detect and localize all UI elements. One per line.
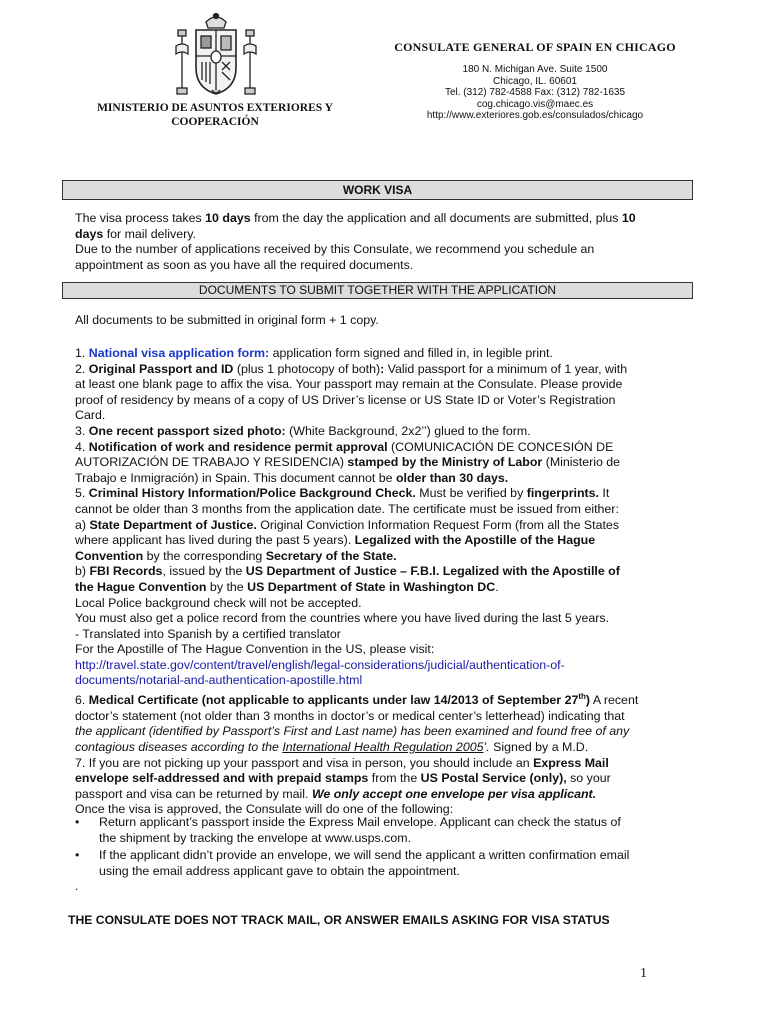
city: Chicago, IL. 60601	[493, 75, 577, 87]
address: 180 N. Michigan Ave. Suite 1500	[462, 64, 608, 75]
item-6: 6. Medical Certificate (not applicable to applicants under law 14/2013 of September 27th) A recent	[75, 692, 639, 708]
item-3: 3. One recent passport sized photo: (White Background, 2x2’’) glued to the form.	[75, 423, 531, 438]
item-7: 7. If you are not picking up your passport and visa in person, you should include an Express Mail	[75, 755, 609, 770]
ministry-line-1: MINISTERIO DE ASUNTOS EXTERIORES Y	[97, 102, 333, 114]
page-number: 1	[640, 966, 647, 981]
stray-dot: .	[75, 879, 79, 893]
bullet-item-2: • If the applicant didn’t provide an envelope, we will send the applicant a written confirmation email using the email address applicant gave to obtain the appointment.	[75, 848, 630, 878]
ministry-name	[90, 101, 340, 129]
apostille-link-line-1[interactable]: http://travel.state.gov/content/travel/english/legal-considerations/judicial/authentication-of-	[75, 657, 565, 672]
item-1: 1. National visa application form: application form signed and filled in, in legible print.	[75, 346, 553, 360]
requirements-list: 1. National visa application form: application form signed and filled in, in legible print. 2. Original Passport and ID (plus 1 photocopy of both): Valid passport for a minimum of 1 year, with at least one blank page to affix the visa. Your passport may remain at the Consulate. Please provide proof of residency by means of a copy of US Driver’s license or US State ID or Voter’s Registration Card. 3. One recent passport sized photo: (White Background, 2x2’’) glued to the form. 4. Notification of work and residence permit approval (COMUNICACIÓN DE CONCESIÓN DE AUTORIZACIÓN DE TRABAJO Y RESIDENCIA) stamped by the Ministry of Labor (Ministerio de Trabajo e Inmigración) in Spain. This document cannot be older than 30 days. 5. Criminal History Information/Police Background Check. Must be verified by fingerprints. It cannot be older than 3 months from the application date. The certificate must be issued from either: a) State Department of Justice. Original Conviction Information Request Form (from all the States where applicant has lived during the past 5 years). Legalized with the Apostille of the Hague Convention by the corresponding Secretary of the State. b) FBI Records, issued by the US Department of Justice – F.B.I. Legalized with the Apostille of the Hague Convention by the US Department of State in Washington DC. Local Police background check will not be accepted. You must also get a police record from the countries where you have lived during the last 5 years. - Translated into Spanish by a certified translator For the Apostille of The Hague Convention in the US, please visit: http://travel.state.gov/content/travel/english/legal-considerations/judicial/authentication-of- documents/notarial-and-authentication-apostille.html 6. Medical Certificate (not applicable to applicants under law 14/2013 of September 27th) A recent doctor’s statement (not older than 3 months in doctor’s or medical center’s letterhead) indicating that the applicant (identified by Passport’s First and Last name) has been examined and found free of any contagious diseases according to the International Health Regulation 2005’. Signed by a M.D. 7. If you are not picking up your passport and visa in person, you should include an Express Mail envelope self-addressed and with prepaid stamps from the US Postal Service (only), so your passport and visa can be returned by mail. We only accept one envelope per visa applicant. Once the visa is approved, the Consulate will do one of the following:	[75, 346, 665, 818]
bullet-icon: •	[75, 848, 80, 862]
ministry-line-2: COOPERACIÓN	[171, 116, 259, 128]
website: http://www.exteriores.gob.es/consulados/chicago	[426, 110, 644, 121]
item-4: 4. Notification of work and residence permit approval (COMUNICACIÓN DE CONCESIÓN DE	[75, 439, 614, 454]
email: cog.chicago.vis@maec.es	[476, 98, 594, 110]
application-form-link[interactable]: National visa application form:	[88, 346, 270, 360]
phone-fax: Tel. (312) 782-4588 Fax: (312) 782-1635	[444, 87, 626, 98]
section-title-documents: DOCUMENTS TO SUBMIT TOGETHER WITH THE APPLICATION	[62, 282, 693, 299]
original-note: All documents to be submitted in original form + 1 copy.	[75, 313, 379, 327]
apostille-link-line-2[interactable]: documents/notarial-and-authentication-apostille.html	[75, 673, 363, 688]
item-2: 2. Original Passport and ID (plus 1 photocopy of both): Valid passport for a minimum of 1 year, with	[75, 361, 628, 376]
bullet-item-1: • Return applicant’s passport inside the Express Mail envelope. Applicant can check the status of the shipment by tracking the envelope at www.usps.com.	[75, 815, 621, 845]
consulate-contact-info	[395, 64, 675, 122]
item-5: 5. Criminal History Information/Police Background Check. Must be verified by fingerprints. It	[75, 486, 610, 501]
consulate-title: CONSULATE GENERAL OF SPAIN EN CHICAGO	[394, 40, 676, 54]
intro-paragraph: The visa process takes 10 days from the day the application and all documents are submitted, plus 10 days for mail delivery. Due to the number of applications received by this Consulate, we recommend you schedule an appointment as soon as you have all the required documents.	[75, 211, 636, 272]
section-title-work-visa: WORK VISA	[62, 180, 693, 200]
bullet-icon: •	[75, 815, 80, 829]
footer-notice: THE CONSULATE DOES NOT TRACK MAIL, OR ANSWER EMAILS ASKING FOR VISA STATUS	[68, 913, 610, 927]
coat-of-arms-icon	[172, 10, 260, 100]
